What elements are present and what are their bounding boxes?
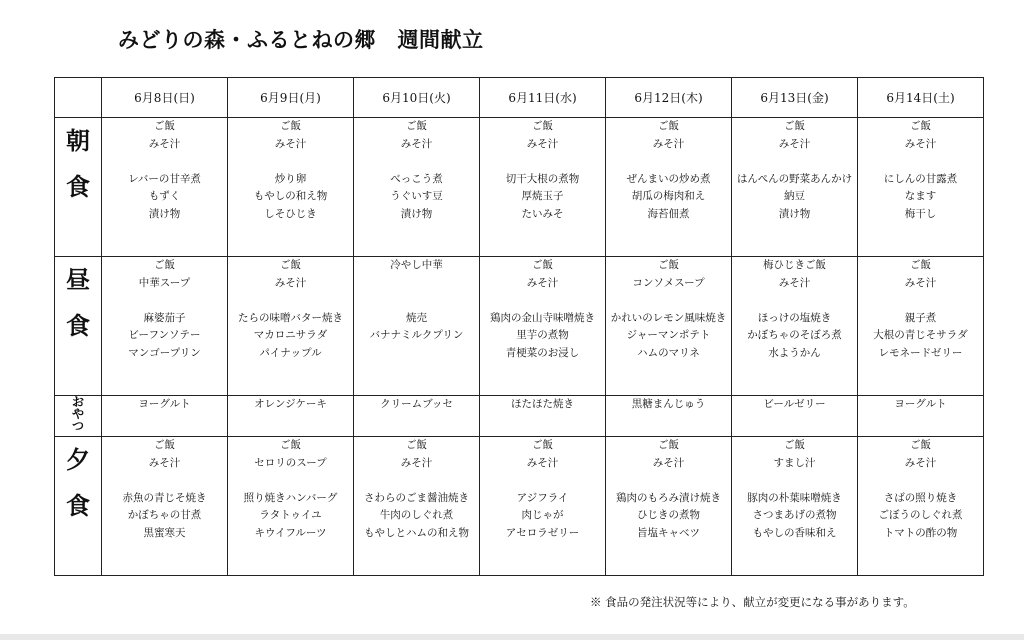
menu-item: みそ汁	[148, 137, 181, 150]
menu-item	[480, 153, 605, 171]
menu-item: コンソメスープ	[632, 276, 705, 289]
menu-item	[858, 153, 983, 171]
menu-item: みそ汁	[778, 276, 811, 289]
menu-item: 中華スープ	[138, 276, 191, 289]
menu-item	[858, 292, 983, 310]
dinner-cell	[480, 437, 606, 576]
date-header: 6月8日(日)	[102, 78, 228, 118]
menu-item: みそ汁	[526, 276, 559, 289]
date-header: 6月10日(火)	[354, 78, 480, 118]
lunch-cell	[858, 257, 984, 396]
date-header: 6月9日(月)	[228, 78, 354, 118]
menu-item: ビーフンソテー	[128, 329, 201, 341]
menu-item: かぼちゃのそぼろ煮	[747, 329, 842, 341]
menu-item: なます	[904, 190, 937, 202]
snack-label-char: お	[71, 395, 84, 409]
menu-item	[228, 472, 353, 490]
snack-label-char: や	[71, 407, 84, 421]
menu-item: みそ汁	[904, 276, 937, 289]
menu-item: 肉じゃが	[521, 509, 564, 521]
menu-item: 親子煮	[904, 311, 937, 324]
menu-item: ご飯	[658, 120, 679, 132]
menu-item	[480, 472, 605, 490]
menu-item: ご飯	[910, 259, 931, 271]
menu-item	[354, 472, 479, 490]
date-header: 6月11日(水)	[480, 78, 606, 118]
lunch-cell	[102, 257, 228, 396]
snack-cell: ビールゼリー	[732, 396, 858, 437]
breakfast-row	[55, 118, 984, 257]
menu-item: 冷やし中華	[390, 259, 443, 271]
menu-item	[102, 153, 227, 171]
breakfast-label-char: 朝	[66, 126, 90, 155]
breakfast-cell	[354, 118, 480, 257]
menu-item: ジャーマンポテト	[626, 329, 711, 341]
menu-item: ご飯	[406, 439, 427, 451]
menu-item: うぐいす豆	[390, 190, 443, 202]
menu-item: ハムのマリネ	[637, 346, 700, 359]
menu-item: もやしの和え物	[253, 190, 328, 202]
dinner-cell	[354, 437, 480, 576]
menu-item: 納豆	[784, 190, 805, 202]
menu-item: 水ようかん	[768, 346, 821, 359]
menu-item: ご飯	[280, 120, 301, 132]
menu-item: もずく	[148, 190, 181, 202]
menu-item: マカロニサラダ	[253, 329, 328, 341]
breakfast-label-char: 食	[66, 172, 90, 201]
menu-item: さわらのごま醤油焼き	[364, 491, 469, 504]
menu-item: にしんの甘露煮	[883, 172, 958, 185]
breakfast-cell	[606, 118, 732, 257]
menu-item: しそひじき	[264, 207, 317, 220]
lunch-cell	[606, 257, 732, 396]
menu-item: 胡瓜の梅肉和え	[631, 190, 706, 202]
menu-item: みそ汁	[778, 137, 811, 150]
dinner-cell	[102, 437, 228, 576]
menu-item: 大根の青じそサラダ	[873, 329, 968, 341]
menu-item: バナナミルクプリン	[369, 329, 464, 341]
menu-item	[480, 292, 605, 310]
menu-item: もやしの香味和え	[752, 526, 837, 539]
menu-item: キウイフルーツ	[254, 526, 327, 539]
page-title: みどりの森・ふるとねの郷 週間献立	[118, 27, 484, 52]
menu-item: ご飯	[784, 439, 805, 451]
menu-item	[606, 292, 731, 310]
menu-item	[606, 472, 731, 490]
menu-item: みそ汁	[148, 456, 181, 469]
menu-item: ご飯	[154, 120, 175, 132]
menu-item: 照り焼きハンバーグ	[243, 491, 338, 504]
menu-item: 梅干し	[904, 207, 937, 220]
menu-item: みそ汁	[274, 137, 307, 150]
menu-item: 厚焼玉子	[521, 190, 564, 202]
menu-item: 漬け物	[778, 207, 811, 220]
menu-item: レバーの甘辛煮	[128, 172, 201, 185]
snack-label-char: つ	[71, 419, 84, 433]
weekly-menu-table	[54, 77, 984, 576]
breakfast-cell	[228, 118, 354, 257]
menu-item: ラタトゥイユ	[259, 509, 322, 521]
menu-item	[732, 472, 857, 490]
menu-item: かれいのレモン風味焼き	[610, 311, 727, 324]
menu-item: ひじきの煮物	[637, 509, 700, 521]
menu-item: みそ汁	[904, 456, 937, 469]
menu-item: ご飯	[910, 439, 931, 451]
menu-item: 海苔佃煮	[647, 207, 690, 220]
breakfast-cell	[102, 118, 228, 257]
menu-change-note: ※ 食品の発注状況等により、献立が変更になる事があります。	[590, 595, 915, 609]
menu-item: 赤魚の青じそ焼き	[122, 491, 207, 504]
menu-item	[354, 292, 479, 310]
menu-item: さつまあげの煮物	[752, 509, 837, 521]
menu-item	[606, 153, 731, 171]
menu-item	[354, 153, 479, 171]
snack-cell: 黒糖まんじゅう	[606, 396, 732, 437]
menu-item	[858, 472, 983, 490]
window-bottom-bar	[0, 634, 1024, 640]
dinner-label-char: 食	[66, 491, 90, 520]
breakfast-cell	[858, 118, 984, 257]
menu-item: 黒蜜寒天	[143, 526, 186, 539]
menu-item: もやしとハムの和え物	[364, 526, 469, 539]
lunch-label	[55, 257, 102, 396]
menu-item: さばの照り焼き	[883, 491, 958, 504]
menu-item: べっこう煮	[390, 172, 443, 185]
menu-item: ご飯	[280, 259, 301, 271]
menu-item: ぜんまいの炒め煮	[626, 172, 711, 185]
date-header: 6月13日(金)	[732, 78, 858, 118]
lunch-cell	[480, 257, 606, 396]
snack-label	[55, 396, 102, 437]
menu-item: みそ汁	[904, 137, 937, 150]
menu-item: みそ汁	[526, 137, 559, 150]
date-header-row	[55, 78, 984, 118]
menu-item: アセロラゼリー	[505, 526, 580, 539]
menu-item: ご飯	[658, 439, 679, 451]
menu-item	[354, 345, 479, 363]
snack-row	[55, 396, 984, 437]
menu-item: みそ汁	[274, 276, 307, 289]
dinner-cell	[732, 437, 858, 576]
breakfast-cell	[732, 118, 858, 257]
menu-item: ご飯	[154, 439, 175, 451]
menu-item: レモネードゼリー	[878, 346, 963, 359]
dinner-label-char: 夕	[66, 445, 90, 474]
menu-item: 牛肉のしぐれ煮	[379, 509, 454, 521]
breakfast-cell	[480, 118, 606, 257]
menu-item: みそ汁	[652, 137, 685, 150]
menu-item: みそ汁	[652, 456, 685, 469]
menu-item: 豚肉の朴葉味噌焼き	[747, 491, 842, 504]
menu-item: かぼちゃの甘煮	[127, 509, 202, 521]
menu-item: 切干大根の煮物	[505, 172, 580, 185]
menu-item: すまし汁	[773, 456, 816, 469]
menu-item: ご飯	[658, 259, 679, 271]
lunch-cell	[354, 257, 480, 396]
menu-item: ご飯	[910, 120, 931, 132]
menu-item: トマトの酢の物	[883, 526, 958, 539]
menu-item: ご飯	[280, 439, 301, 451]
menu-item: ご飯	[532, 439, 553, 451]
snack-cell: ほたほた焼き	[480, 396, 606, 437]
date-header: 6月14日(土)	[858, 78, 984, 118]
lunch-label-char: 昼	[66, 265, 90, 294]
menu-item	[732, 153, 857, 171]
menu-item	[354, 275, 479, 293]
menu-item: 焼売	[406, 311, 427, 324]
menu-item: はんぺんの野菜あんかけ	[736, 172, 853, 185]
menu-item: アジフライ	[516, 491, 569, 504]
snack-cell: ヨーグルト	[102, 396, 228, 437]
dinner-label	[55, 437, 102, 576]
menu-item: パイナップル	[259, 346, 322, 359]
menu-item: 漬け物	[400, 207, 433, 220]
corner-cell	[55, 78, 102, 118]
dinner-row	[55, 437, 984, 576]
dinner-cell	[228, 437, 354, 576]
menu-item: ほっけの塩焼き	[757, 311, 832, 324]
menu-item: 鶏肉の金山寺味噌焼き	[490, 311, 595, 324]
lunch-label-char: 食	[66, 311, 90, 340]
menu-item: ご飯	[154, 259, 175, 271]
date-header: 6月12日(木)	[606, 78, 732, 118]
menu-item: ご飯	[784, 120, 805, 132]
menu-item	[102, 292, 227, 310]
menu-item	[228, 292, 353, 310]
menu-item: マンゴープリン	[128, 346, 201, 359]
menu-item: ご飯	[532, 259, 553, 271]
menu-item: みそ汁	[400, 456, 433, 469]
snack-cell: クリームブッセ	[354, 396, 480, 437]
menu-item	[102, 472, 227, 490]
lunch-cell	[732, 257, 858, 396]
menu-item: たいみそ	[521, 207, 564, 220]
menu-item: セロリのスープ	[254, 456, 327, 469]
menu-item: 梅ひじきご飯	[763, 259, 826, 271]
snack-cell: ヨーグルト	[858, 396, 984, 437]
menu-item: 旨塩キャベツ	[637, 526, 700, 539]
menu-item: たらの味噌バター焼き	[238, 311, 343, 324]
lunch-cell	[228, 257, 354, 396]
lunch-row	[55, 257, 984, 396]
menu-item: 炒り卵	[274, 172, 307, 185]
snack-cell: オレンジケーキ	[228, 396, 354, 437]
menu-item: 漬け物	[148, 207, 181, 220]
menu-item: みそ汁	[400, 137, 433, 150]
menu-item: ご飯	[406, 120, 427, 132]
dinner-cell	[606, 437, 732, 576]
menu-item: みそ汁	[526, 456, 559, 469]
menu-item: ごぼうのしぐれ煮	[878, 509, 963, 521]
menu-item: ご飯	[532, 120, 553, 132]
breakfast-label	[55, 118, 102, 257]
menu-item	[732, 292, 857, 310]
menu-item: 里芋の煮物	[516, 329, 569, 341]
menu-item: 鶏肉のもろみ漬け焼き	[616, 491, 721, 504]
menu-item	[228, 153, 353, 171]
menu-item: 青梗菜のお浸し	[505, 346, 580, 359]
dinner-cell	[858, 437, 984, 576]
menu-item: 麻婆茄子	[143, 311, 186, 324]
